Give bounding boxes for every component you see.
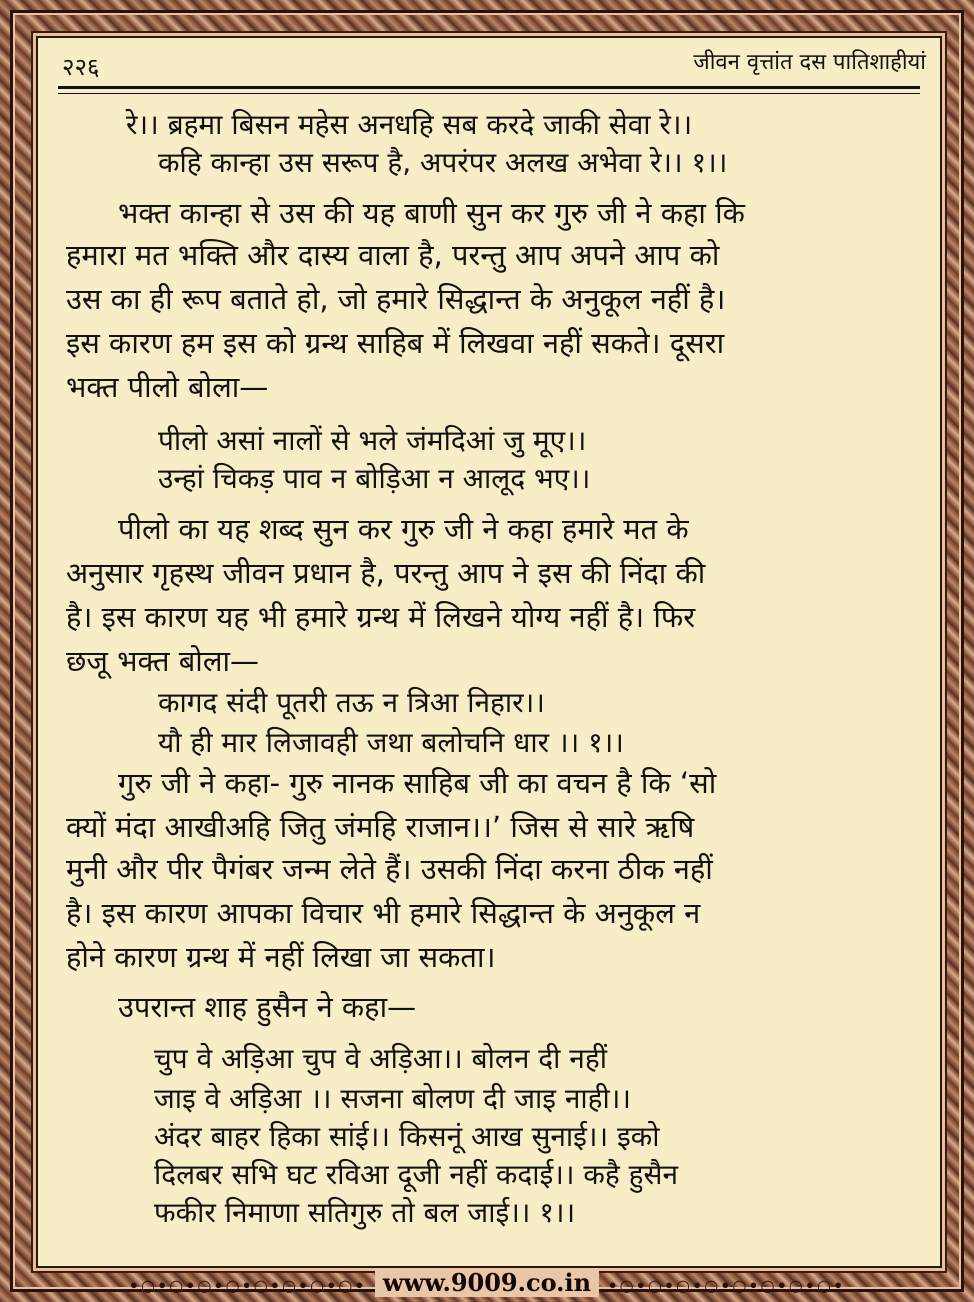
para2-line-1: पीलो का यह शब्द सुन कर गुरु जी ने कहा हमारे मत के (118, 512, 689, 546)
verse1-line-1: रे।। ब्रहमा बिसन महेस अनधहि सब करदे जाकी सेवा रे।। (126, 108, 693, 141)
verse2-line-2: उन्हां चिकड़ पाव न बोड़िआ न आलूद भए।। (158, 462, 591, 495)
book-page (36, 36, 942, 1268)
footer-ornament-left: •○•○•○•○•○•○•○•○• (128, 1276, 367, 1295)
page-number: २२६ (62, 53, 100, 81)
para3-line-5: होने कारण ग्रन्थ में नहीं लिखा जा सकता। (66, 940, 496, 974)
para1-line-2: हमारा मत भक्ति और दास्य वाला है, परन्तु आप अपने आप को (66, 238, 720, 272)
verse4-line-4: दिलबर सभि घट रविआ दूजी नहीं कदाई।। कहै हुसैन (154, 1158, 679, 1191)
para1-line-1: भक्त कान्हा से उस की यह बाणी सुन कर गुरु जी ने कहा कि (118, 196, 745, 230)
verse3-line-2: यौ ही मार लिजावही जथा बलोचनि धार ।। १।। (158, 726, 624, 759)
para2-line-4: छजू भक्त बोला— (66, 644, 259, 678)
verse4-line-1: चुप वे अड़िआ चुप वे अड़िआ।। बोलन दी नहीं (154, 1042, 607, 1075)
para3-line-3: मुनी और पीर पैगंबर जन्म लेते हैं। उसकी निंदा करना ठीक नहीं (66, 852, 713, 886)
verse4-line-2: जाइ वे अड़िआ ।। सजना बोलण दी जाइ नाही।। (154, 1082, 632, 1115)
para3-line-4: है। इस कारण आपका विचार भी हमारे सिद्धान्त के अनुकूल न (66, 896, 701, 930)
verse2-line-1: पीलो असां नालों से भले जंमदिआं जु मूए।। (158, 424, 587, 457)
para1-line-5: भक्त पीलो बोला— (66, 370, 269, 404)
para1-line-3: उस का ही रूप बताते हो, जो हमारे सिद्धान्त के अनुकूल नहीं है। (66, 282, 726, 316)
header-rule (58, 86, 920, 89)
para3-line-2: क्यों मंदा आखीअहि जितु जंमहि राजान।।’ जिस से सारे ऋषि (66, 810, 695, 844)
para1-line-4: इस कारण हम इस को ग्रन्थ साहिब में लिखवा नहीं सकते। दूसरा (66, 326, 725, 360)
footer-website-link[interactable]: www.9009.co.in (375, 1268, 599, 1297)
footer-ornament-right: •○•○•○•○•○•○•○•○• (607, 1276, 846, 1295)
para2-line-2: अनुसार गृहस्थ जीवन प्रधान है, परन्तु आप ने इस की निंदा की (66, 556, 706, 590)
footer-band (0, 1268, 974, 1298)
verse1-line-2: कहि कान्हा उस सरूप है, अपरंपर अलख अभेवा रे।। १।। (158, 146, 728, 179)
verse4-line-5: फकीर निमाणा सतिगुरु तो बल जाई।। १।। (154, 1196, 576, 1229)
para4-line-1: उपरान्त शाह हुसैन ने कहा— (118, 990, 417, 1024)
para3-line-1: गुरु जी ने कहा- गुरु नानक साहिब जी का वचन है कि ‘सो (118, 766, 717, 800)
header-rule-thin (58, 93, 920, 94)
verse4-line-3: अंदर बाहर हिका सांई।। किसनूं आख सुनाई।। इको (154, 1120, 660, 1153)
para2-line-3: है। इस कारण यह भी हमारे ग्रन्थ में लिखने योग्य नहीं है। फिर (66, 600, 696, 634)
verse3-line-1: कागद संदी पूतरी तऊ न त्रिआ निहार।। (158, 686, 545, 719)
running-title: जीवन वृत्तांत दस पातिशाहीयां (693, 50, 926, 75)
